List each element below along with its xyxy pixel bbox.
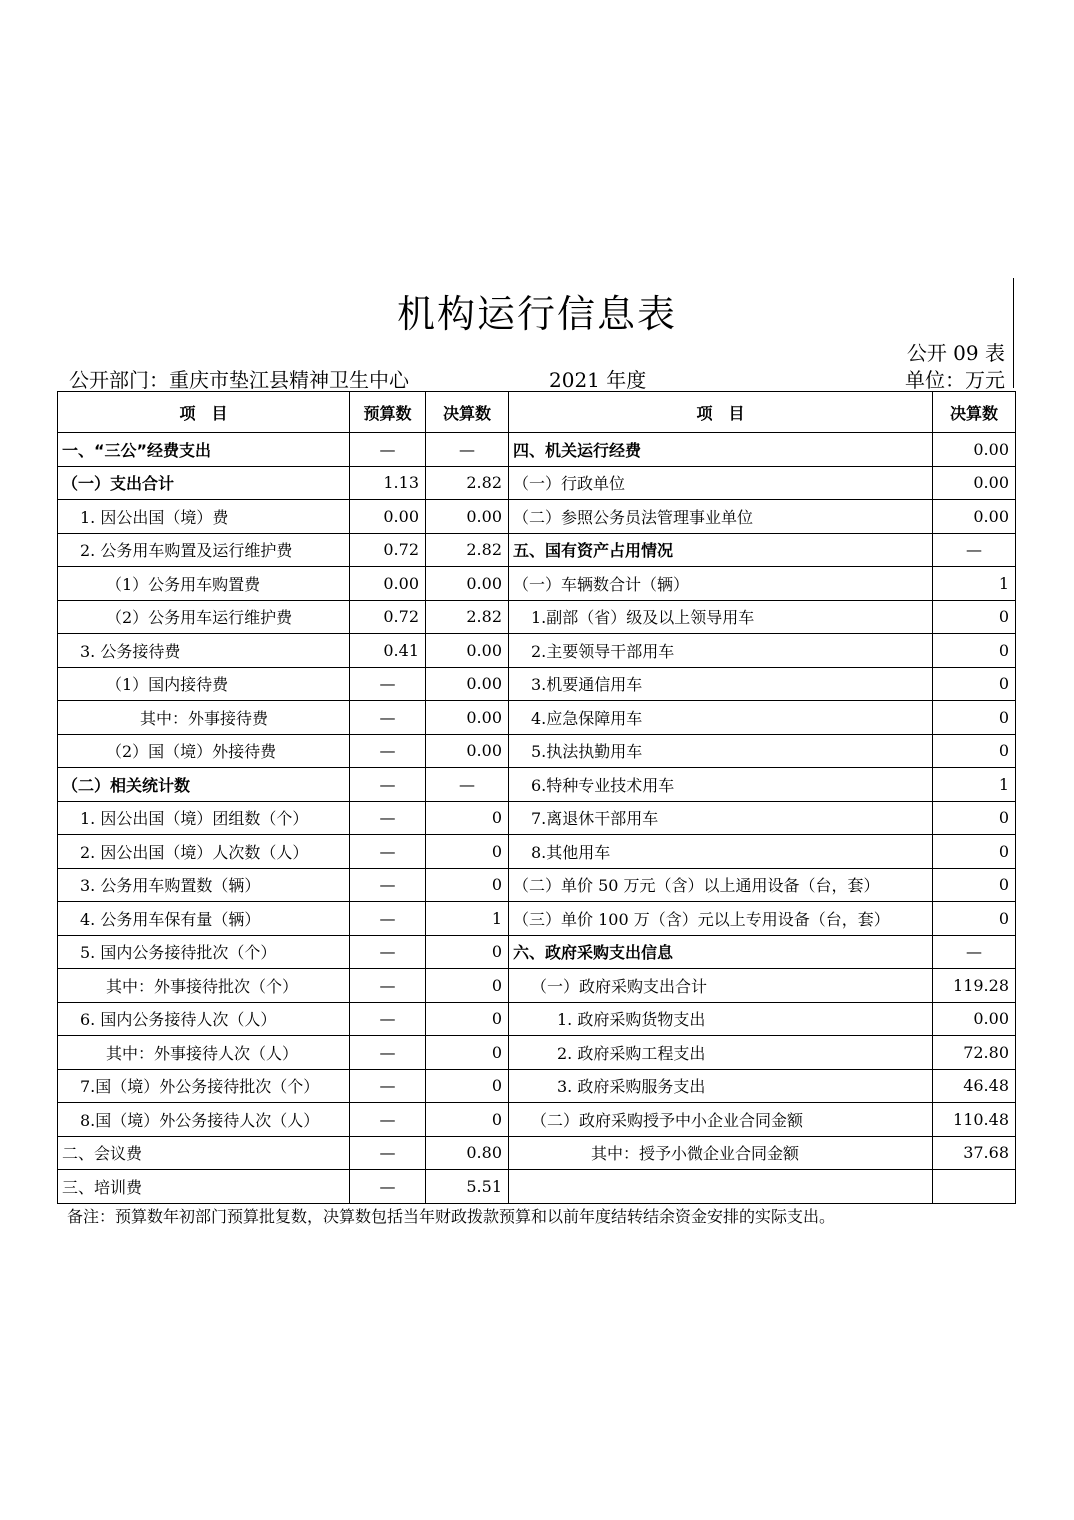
table-row xyxy=(58,667,1016,701)
row-item-right: 六、政府采购支出信息 xyxy=(509,935,933,969)
row-item-right: 2.主要领导干部用车 xyxy=(509,634,933,668)
row-item-right: 6.特种专业技术用车 xyxy=(509,768,933,802)
row-item-right: 3.机要通信用车 xyxy=(509,667,933,701)
table-row xyxy=(58,433,1016,467)
row-item-right: （三）单价 100 万（含）元以上专用设备（台，套） xyxy=(509,902,933,936)
row-item-left: 7.国（境）外公务接待批次（个） xyxy=(58,1069,350,1103)
table-row xyxy=(58,935,1016,969)
row-item-left: （二）相关统计数 xyxy=(58,768,350,802)
row-final-right: 0 xyxy=(933,701,1016,735)
table-row xyxy=(58,902,1016,936)
table-row xyxy=(58,1170,1016,1204)
page-title: 机构运行信息表 xyxy=(396,292,677,336)
row-final-right: 0 xyxy=(933,600,1016,634)
row-final-right: 0 xyxy=(933,734,1016,768)
row-final-left: 0.00 xyxy=(426,667,509,701)
row-item-right: 7.离退休干部用车 xyxy=(509,801,933,835)
row-item-right: 8.其他用车 xyxy=(509,835,933,869)
row-item-left: 2. 因公出国（境）人次数（人） xyxy=(58,835,350,869)
row-final-left: — xyxy=(426,768,509,802)
row-final-left: 0.80 xyxy=(426,1136,509,1170)
row-item-right: 其中：授予小微企业合同金额 xyxy=(509,1136,933,1170)
row-final-right: 0.00 xyxy=(933,466,1016,500)
row-item-left: 5. 国内公务接待批次（个） xyxy=(58,935,350,969)
row-final-left: 2.82 xyxy=(426,533,509,567)
row-item-left: 1. 因公出国（境）团组数（个） xyxy=(58,801,350,835)
row-item-left: 2. 公务用车购置及运行维护费 xyxy=(58,533,350,567)
row-final-right: 0.00 xyxy=(933,500,1016,534)
row-final-left: 0 xyxy=(426,835,509,869)
row-item-left: 二、会议费 xyxy=(58,1136,350,1170)
row-budget: — xyxy=(350,1036,426,1070)
row-final-left: 0 xyxy=(426,868,509,902)
fiscal-year: 2021 年度 xyxy=(549,368,647,392)
row-budget: — xyxy=(350,935,426,969)
row-budget: — xyxy=(350,433,426,467)
row-final-right: 0 xyxy=(933,835,1016,869)
row-budget: 1.13 xyxy=(350,466,426,500)
row-final-left: 2.82 xyxy=(426,466,509,500)
row-budget: 0.41 xyxy=(350,634,426,668)
row-final-left: 2.82 xyxy=(426,600,509,634)
table-row xyxy=(58,1036,1016,1070)
row-item-left: （2）公务用车运行维护费 xyxy=(58,600,350,634)
row-final-left: 0.00 xyxy=(426,734,509,768)
row-final-left: 1 xyxy=(426,902,509,936)
row-budget: — xyxy=(350,801,426,835)
row-item-right: 5.执法执勤用车 xyxy=(509,734,933,768)
row-final-left: — xyxy=(426,433,509,467)
form-number: 公开 09 表 xyxy=(906,341,1005,365)
unit-label: 单位：万元 xyxy=(905,368,1005,392)
row-final-left: 0 xyxy=(426,935,509,969)
row-item-right: （一）行政单位 xyxy=(509,466,933,500)
row-item-left: 三、培训费 xyxy=(58,1170,350,1204)
row-final-left: 0 xyxy=(426,969,509,1003)
row-final-right: 1 xyxy=(933,768,1016,802)
table-row xyxy=(58,1002,1016,1036)
row-budget: 0.72 xyxy=(350,533,426,567)
table-row xyxy=(58,1136,1016,1170)
row-item-right: （一）政府采购支出合计 xyxy=(509,969,933,1003)
row-final-left: 0 xyxy=(426,801,509,835)
row-final-right: 0 xyxy=(933,868,1016,902)
row-item-right: 2. 政府采购工程支出 xyxy=(509,1036,933,1070)
row-item-right: （二）政府采购授予中小企业合同金额 xyxy=(509,1103,933,1137)
header-budget: 预算数 xyxy=(350,392,426,433)
row-budget: — xyxy=(350,1002,426,1036)
row-final-left: 0.00 xyxy=(426,701,509,735)
row-budget: — xyxy=(350,1170,426,1204)
table-row xyxy=(58,533,1016,567)
table-row xyxy=(58,500,1016,534)
row-item-right xyxy=(509,1170,933,1204)
table-row xyxy=(58,567,1016,601)
row-final-right: 0.00 xyxy=(933,433,1016,467)
row-item-left: （1）国内接待费 xyxy=(58,667,350,701)
table-header-row xyxy=(58,392,1016,433)
header-item-right: 项 目 xyxy=(509,392,933,433)
row-final-right: 119.28 xyxy=(933,969,1016,1003)
row-item-right: （一）车辆数合计（辆） xyxy=(509,567,933,601)
row-item-left: 3. 公务用车购置数（辆） xyxy=(58,868,350,902)
footnote: 备注：预算数年初部门预算批复数，决算数包括当年财政拨款预算和以前年度结转结余资金安排的实际支出。 xyxy=(67,1207,836,1226)
row-final-right: 0 xyxy=(933,902,1016,936)
row-final-right: 0 xyxy=(933,801,1016,835)
row-final-left: 0.00 xyxy=(426,500,509,534)
row-final-right: 46.48 xyxy=(933,1069,1016,1103)
row-budget: — xyxy=(350,1136,426,1170)
department-label: 公开部门：重庆市垫江县精神卫生中心 xyxy=(69,368,409,392)
row-final-right: 37.68 xyxy=(933,1136,1016,1170)
row-item-right: 五、国有资产占用情况 xyxy=(509,533,933,567)
header-item-left: 项 目 xyxy=(58,392,350,433)
row-item-left: 8.国（境）外公务接待人次（人） xyxy=(58,1103,350,1137)
table-row xyxy=(58,868,1016,902)
table-row xyxy=(58,600,1016,634)
row-item-right: 3. 政府采购服务支出 xyxy=(509,1069,933,1103)
row-final-right: — xyxy=(933,533,1016,567)
table-row xyxy=(58,835,1016,869)
row-item-left: 6. 国内公务接待人次（人） xyxy=(58,1002,350,1036)
header-final-left: 决算数 xyxy=(426,392,509,433)
row-final-right: 72.80 xyxy=(933,1036,1016,1070)
row-final-left: 0 xyxy=(426,1036,509,1070)
row-final-right xyxy=(933,1170,1016,1204)
row-item-right: 1.副部（省）级及以上领导用车 xyxy=(509,600,933,634)
row-budget: 0.00 xyxy=(350,567,426,601)
row-budget: — xyxy=(350,902,426,936)
operation-info-table xyxy=(57,391,1016,1204)
table-row xyxy=(58,1103,1016,1137)
row-final-right: 110.48 xyxy=(933,1103,1016,1137)
row-final-right: 0 xyxy=(933,667,1016,701)
row-final-left: 5.51 xyxy=(426,1170,509,1204)
header-final-right: 决算数 xyxy=(933,392,1016,433)
row-budget: — xyxy=(350,835,426,869)
row-item-left: （一）支出合计 xyxy=(58,466,350,500)
row-item-right: 四、机关运行经费 xyxy=(509,433,933,467)
row-final-left: 0.00 xyxy=(426,634,509,668)
row-budget: — xyxy=(350,667,426,701)
row-item-left: （1）公务用车购置费 xyxy=(58,567,350,601)
row-item-left: 4. 公务用车保有量（辆） xyxy=(58,902,350,936)
row-item-left: 3. 公务接待费 xyxy=(58,634,350,668)
table-row xyxy=(58,969,1016,1003)
row-final-left: 0 xyxy=(426,1103,509,1137)
table-row xyxy=(58,768,1016,802)
table-row xyxy=(58,634,1016,668)
row-budget: — xyxy=(350,969,426,1003)
row-final-right: — xyxy=(933,935,1016,969)
row-budget: 0.72 xyxy=(350,600,426,634)
row-budget: 0.00 xyxy=(350,500,426,534)
row-budget: — xyxy=(350,1103,426,1137)
row-item-left: 其中：外事接待人次（人） xyxy=(58,1036,350,1070)
row-final-left: 0.00 xyxy=(426,567,509,601)
row-item-left: 其中：外事接待批次（个） xyxy=(58,969,350,1003)
row-final-right: 0.00 xyxy=(933,1002,1016,1036)
row-item-left: 1. 因公出国（境）费 xyxy=(58,500,350,534)
row-item-right: （二）单价 50 万元（含）以上通用设备（台，套） xyxy=(509,868,933,902)
row-item-right: （二）参照公务员法管理事业单位 xyxy=(509,500,933,534)
table-body xyxy=(58,433,1016,1204)
row-item-left: 一、“三公”经费支出 xyxy=(58,433,350,467)
row-item-right: 1. 政府采购货物支出 xyxy=(509,1002,933,1036)
table-row xyxy=(58,1069,1016,1103)
row-budget: — xyxy=(350,768,426,802)
row-final-left: 0 xyxy=(426,1002,509,1036)
row-item-left: （2）国（境）外接待费 xyxy=(58,734,350,768)
row-budget: — xyxy=(350,868,426,902)
table-row xyxy=(58,466,1016,500)
row-final-right: 1 xyxy=(933,567,1016,601)
row-item-right: 4.应急保障用车 xyxy=(509,701,933,735)
table-row xyxy=(58,801,1016,835)
table-row xyxy=(58,734,1016,768)
table-row xyxy=(58,701,1016,735)
row-budget: — xyxy=(350,1069,426,1103)
row-final-right: 0 xyxy=(933,634,1016,668)
row-budget: — xyxy=(350,734,426,768)
row-budget: — xyxy=(350,701,426,735)
row-final-left: 0 xyxy=(426,1069,509,1103)
row-item-left: 其中：外事接待费 xyxy=(58,701,350,735)
